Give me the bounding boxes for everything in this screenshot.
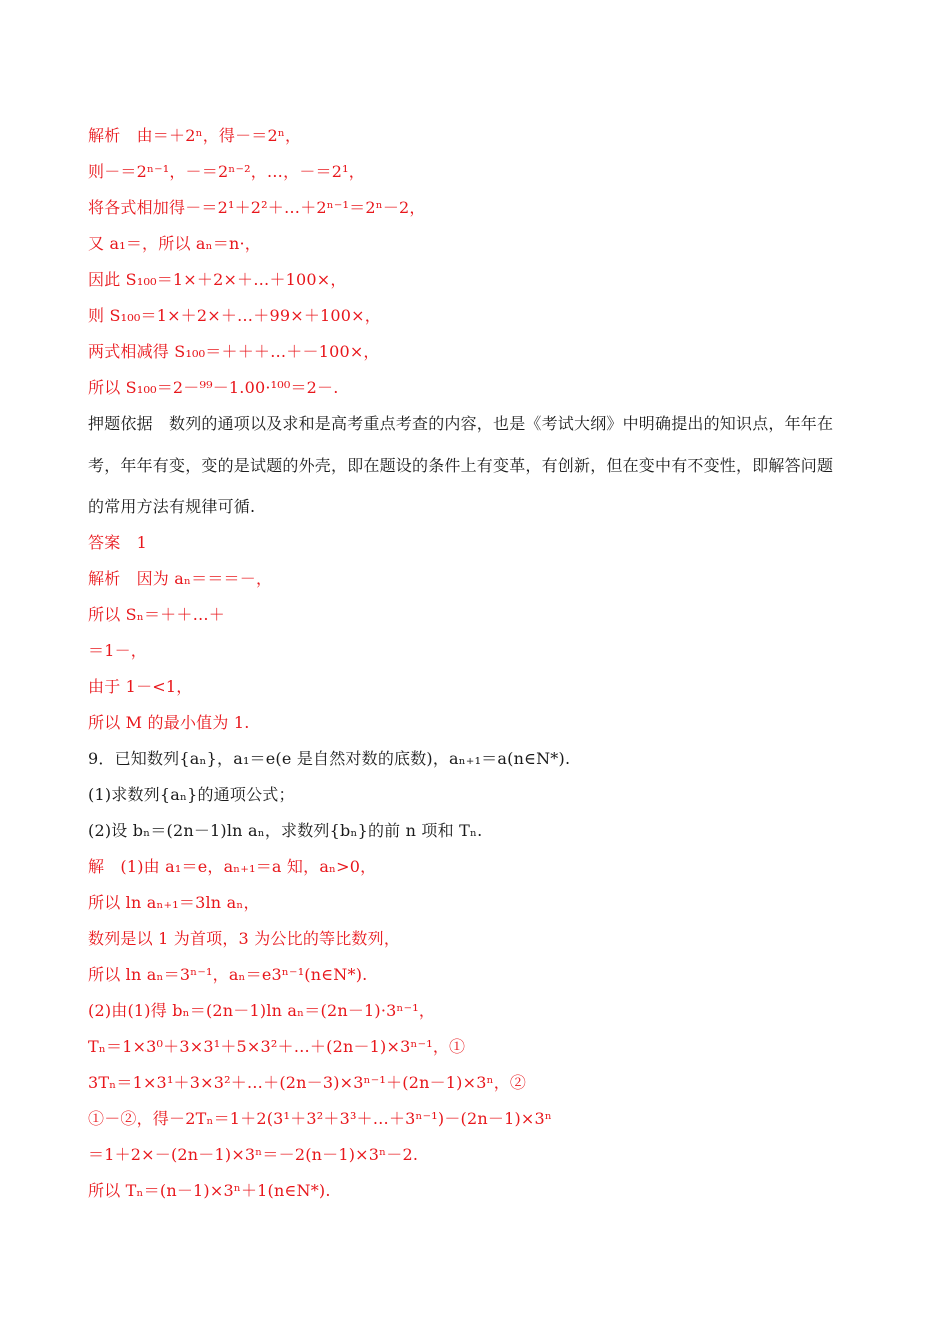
text-line: 考，年年有变，变的是试题的外壳，即在题设的条件上有变革，有创新，但在变中有不变性，即解答问题	[88, 456, 834, 475]
text-line: 将各式相加得－＝2¹＋2²＋…＋2ⁿ⁻¹＝2ⁿ－2，	[88, 198, 426, 217]
text-line: ①－②，得－2Tₙ＝1＋2(3¹＋3²＋3³＋…＋3ⁿ⁻¹)－(2n－1)×3ⁿ	[88, 1109, 553, 1128]
text-line: 9．已知数列{aₙ}，a₁＝e(e 是自然对数的底数)，aₙ₊₁＝a(n∈N*).	[88, 749, 571, 768]
text-line: 数列是以 1 为首项，3 为公比的等比数列，	[88, 929, 401, 948]
text-line: 所以 Sₙ＝＋＋…＋	[88, 605, 225, 624]
text-line: 答案 1	[88, 533, 147, 552]
text-line: 解析 由＝＋2ⁿ，得－＝2ⁿ，	[88, 126, 302, 145]
text-line: 所以 ln aₙ＝3ⁿ⁻¹，aₙ＝e3ⁿ⁻¹(n∈N*).	[88, 965, 368, 984]
text-line: 因此 S₁₀₀＝1×＋2×＋…＋100×，	[88, 270, 347, 289]
text-line: 3Tₙ＝1×3¹＋3×3²＋…＋(2n－3)×3ⁿ⁻¹＋(2n－1)×3ⁿ，②	[88, 1073, 527, 1092]
text-line: 则 S₁₀₀＝1×＋2×＋…＋99×＋100×，	[88, 306, 381, 325]
text-line: 两式相减得 S₁₀₀＝＋＋＋…＋－100×，	[88, 342, 380, 361]
text-line: 解 (1)由 a₁＝e，aₙ₊₁＝a 知，aₙ>0，	[88, 857, 377, 876]
text-line: Tₙ＝1×3⁰＋3×3¹＋5×3²＋…＋(2n－1)×3ⁿ⁻¹，①	[88, 1037, 466, 1056]
text-line: 押题依据 数列的通项以及求和是高考重点考查的内容，也是《考试大纲》中明确提出的知识点，年年在	[88, 414, 834, 433]
text-line: 又 a₁＝，所以 aₙ＝n·，	[88, 234, 261, 253]
text-line: 的常用方法有规律可循.	[88, 497, 256, 516]
text-line: (1)求数列{aₙ}的通项公式；	[88, 785, 295, 804]
text-line: 则－＝2ⁿ⁻¹，－＝2ⁿ⁻²，…，－＝2¹，	[88, 162, 365, 181]
text-line: 所以 ln aₙ₊₁＝3ln aₙ，	[88, 893, 260, 912]
text-line: 所以 Tₙ＝(n－1)×3ⁿ＋1(n∈N*).	[88, 1181, 331, 1200]
text-line: 所以 M 的最小值为 1.	[88, 713, 250, 732]
text-line: ＝1－，	[88, 641, 147, 660]
text-line: (2)由(1)得 bₙ＝(2n－1)ln aₙ＝(2n－1)·3ⁿ⁻¹，	[88, 1001, 436, 1020]
text-line: ＝1＋2×－(2n－1)×3ⁿ＝－2(n－1)×3ⁿ－2.	[88, 1145, 419, 1164]
text-line: (2)设 bₙ＝(2n－1)ln aₙ，求数列{bₙ}的前 n 项和 Tₙ.	[88, 821, 483, 840]
text-line: 解析 因为 aₙ＝＝＝－，	[88, 569, 273, 588]
text-line: 由于 1－<1，	[88, 677, 193, 696]
text-line: 所以 S₁₀₀＝2－⁹⁹－1.00·¹⁰⁰＝2－.	[88, 378, 339, 397]
